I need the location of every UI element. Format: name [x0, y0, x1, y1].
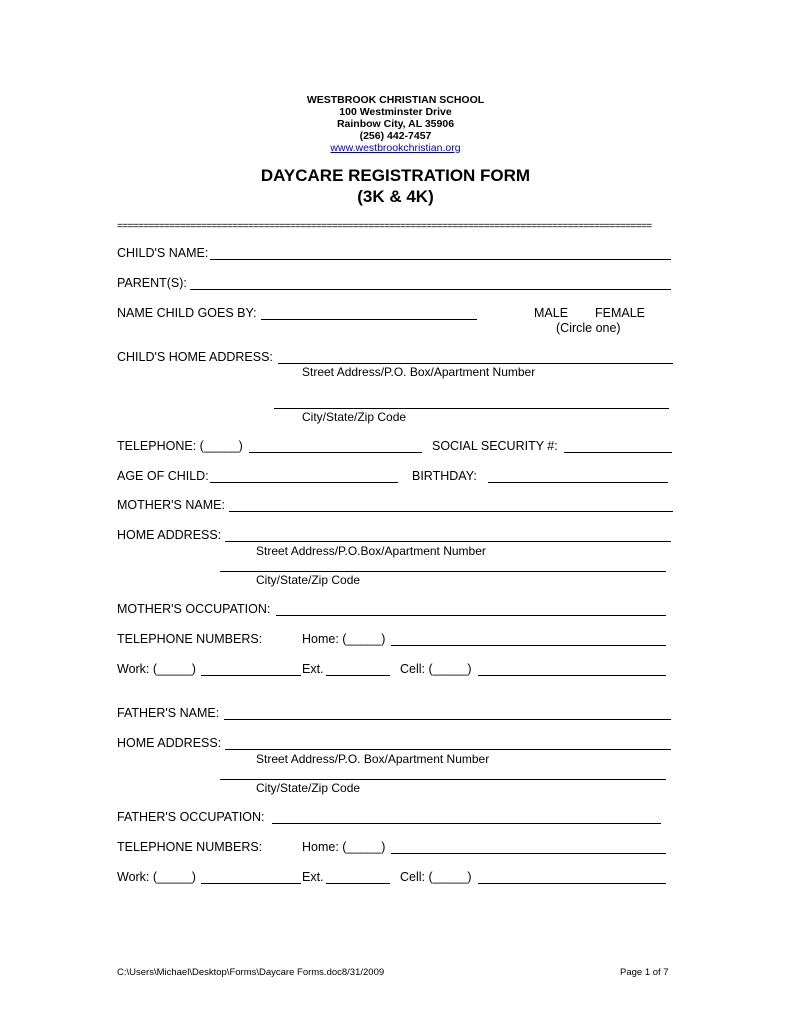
- father-ext-field[interactable]: [326, 883, 390, 884]
- school-phone: (256) 442-7457: [359, 130, 432, 142]
- birthday-field[interactable]: [488, 482, 668, 483]
- mothers-occupation-label: MOTHER'S OCCUPATION:: [117, 602, 271, 616]
- father-ext-label: Ext.: [302, 870, 324, 884]
- mothers-name-field[interactable]: [229, 511, 673, 512]
- childs-street-field[interactable]: [278, 363, 673, 364]
- telephone-field[interactable]: [249, 452, 422, 453]
- childs-name-field[interactable]: [210, 259, 671, 260]
- father-work-phone-field[interactable]: [201, 883, 301, 884]
- mother-street-field[interactable]: [225, 541, 671, 542]
- school-website-link[interactable]: www.westbrookchristian.org: [330, 142, 461, 154]
- mother-street-hint: Street Address/P.O.Box/Apartment Number: [256, 544, 486, 558]
- telephone-label: TELEPHONE: (_____): [117, 439, 243, 453]
- fathers-occupation-field[interactable]: [272, 823, 661, 824]
- father-tel-numbers-label: TELEPHONE NUMBERS:: [117, 840, 263, 854]
- circle-one-note: (Circle one): [556, 321, 621, 335]
- fathers-name-field[interactable]: [224, 719, 671, 720]
- ssn-field[interactable]: [564, 452, 672, 453]
- mother-work-phone-label: Work: (_____): [117, 662, 196, 676]
- mother-home-phone-field[interactable]: [391, 645, 666, 646]
- fathers-occupation-label: FATHER'S OCCUPATION:: [117, 810, 265, 824]
- childs-street-hint: Street Address/P.O. Box/Apartment Number: [302, 365, 536, 379]
- male-option[interactable]: MALE: [534, 306, 569, 320]
- mothers-occupation-field[interactable]: [276, 615, 666, 616]
- mother-cell-label: Cell: (_____): [400, 662, 472, 676]
- parents-label: PARENT(S):: [117, 276, 187, 290]
- website-row: [0, 142, 791, 154]
- childs-name-label: CHILD'S NAME:: [117, 246, 209, 260]
- father-city-hint: City/State/Zip Code: [256, 781, 361, 795]
- father-cell-field[interactable]: [478, 883, 666, 884]
- father-home-phone-field[interactable]: [391, 853, 666, 854]
- mother-home-phone-label: Home: (_____): [302, 632, 386, 646]
- school-street: 100 Westminster Drive: [339, 106, 452, 118]
- age-label: AGE OF CHILD:: [117, 469, 209, 483]
- birthday-label: BIRTHDAY:: [412, 469, 477, 483]
- footer-file-path: C:\Users\Michael\Desktop\Forms\Daycare Forms.doc8/31/2009: [117, 967, 385, 978]
- name-child-goes-by-field[interactable]: [261, 319, 477, 320]
- father-work-phone-label: Work: (_____): [117, 870, 196, 884]
- father-cell-label: Cell: (_____): [400, 870, 472, 884]
- name-child-goes-by-label: NAME CHILD GOES BY:: [117, 306, 257, 320]
- childs-home-address-label: CHILD'S HOME ADDRESS:: [117, 350, 273, 364]
- childs-city-hint: City/State/Zip Code: [302, 410, 407, 424]
- age-field[interactable]: [210, 482, 398, 483]
- female-option[interactable]: FEMALE: [595, 306, 646, 320]
- mother-tel-numbers-label: TELEPHONE NUMBERS:: [117, 632, 263, 646]
- mother-cell-field[interactable]: [478, 675, 666, 676]
- father-home-address-label: HOME ADDRESS:: [117, 736, 222, 750]
- mother-ext-label: Ext.: [302, 662, 324, 676]
- school-city: Rainbow City, AL 35906: [336, 118, 455, 130]
- mother-ext-field[interactable]: [326, 675, 390, 676]
- mothers-name-label: MOTHER'S NAME:: [117, 498, 225, 512]
- form-subtitle: (3K & 4K): [357, 187, 434, 206]
- school-name: WESTBROOK CHRISTIAN SCHOOL: [306, 94, 485, 106]
- ssn-label: SOCIAL SECURITY #:: [432, 439, 558, 453]
- mother-city-hint: City/State/Zip Code: [256, 573, 361, 587]
- father-street-hint: Street Address/P.O. Box/Apartment Number: [256, 752, 490, 766]
- father-home-phone-label: Home: (_____): [302, 840, 386, 854]
- parents-field[interactable]: [190, 289, 671, 290]
- separator: ======================================================================================================: [117, 221, 652, 232]
- mother-city-field[interactable]: [220, 571, 666, 572]
- mother-home-address-label: HOME ADDRESS:: [117, 528, 222, 542]
- form-title: DAYCARE REGISTRATION FORM: [260, 166, 531, 185]
- childs-city-field[interactable]: [274, 408, 669, 409]
- father-street-field[interactable]: [225, 749, 671, 750]
- mother-work-phone-field[interactable]: [201, 675, 301, 676]
- father-city-field[interactable]: [220, 779, 666, 780]
- footer-page-number: Page 1 of 7: [620, 967, 669, 978]
- fathers-name-label: FATHER'S NAME:: [117, 706, 220, 720]
